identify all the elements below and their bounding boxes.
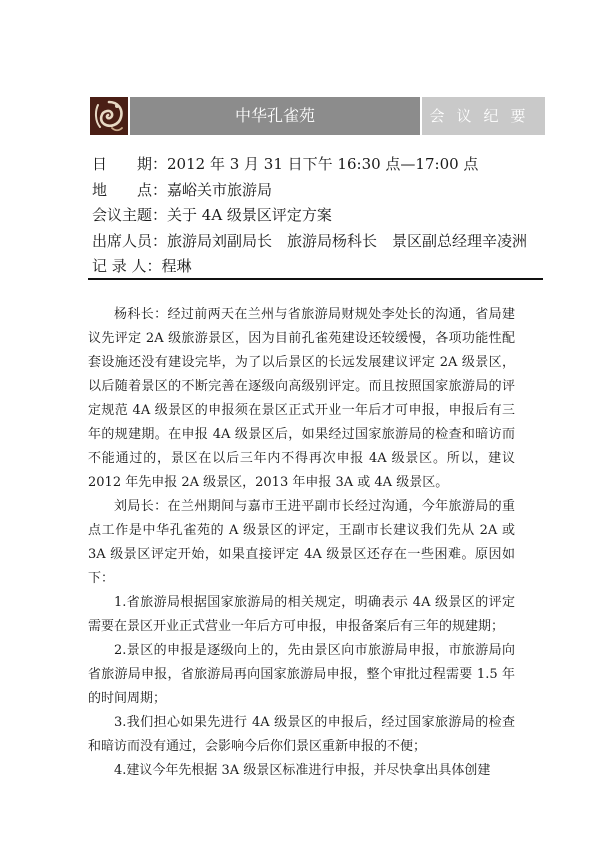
list-item-1: 1.省旅游局根据国家旅游局的相关规定，明确表示 4A 级景区的评定需要在景区开业正式营业一年后方可申报，申报备案后有三年的规建期； xyxy=(88,595,515,634)
info-row-topic xyxy=(92,203,552,229)
attendees-value: 旅游局刘副局长 旅游局杨科长 景区副总经理辛凌洲 xyxy=(167,231,528,250)
place-value: 嘉峪关市旅游局 xyxy=(167,180,273,199)
document-header xyxy=(90,97,545,135)
recorder-label: 记 录 人： xyxy=(92,257,162,275)
info-row-date xyxy=(92,152,552,178)
meeting-info xyxy=(92,152,552,280)
date-label: 日 期： xyxy=(92,155,168,173)
date-value: 2012 年 3 月 31 日下午 16:30 点—17:00 点 xyxy=(167,155,479,173)
peacock-logo-icon xyxy=(90,97,128,135)
list-item-4: 4.建议今年先根据 3A 级景区标准进行申报，并尽快拿出具体创建 xyxy=(114,763,491,778)
minutes-body xyxy=(88,303,515,783)
list-item-3: 3.我们担心如果先进行 4A 级景区的申报后，经过国家旅游局的检查和暗访而没有通过，会影响今后你们景区重新申报的不便； xyxy=(88,715,515,754)
doc-type-banner: 会议纪要 xyxy=(422,97,545,135)
info-row-place xyxy=(92,178,552,204)
info-row-recorder xyxy=(92,254,552,280)
paragraph-yang: 杨科长：经过前两天在兰州与省旅游局财规处李处长的沟通，省局建议先评定 2A 级旅游景区，因为目前孔雀苑建设还较缓慢，各项功能性配套设施还没有建设完毕，为了以后景区的长远发展建议评定 2A 级景区，以后随着景区的不断完善在逐级向高级别评定。而且按照国家旅游局的评定规范 4A 级景区的申报须在景区正式开业一年后才可申报，申报后有三年的规建期。在申报 4A 级景区后，如果经过国家旅游局的检查和暗访而不能通过的，景区在以后三年内不得再次申报 4A 级景区。所以，建议 2012 年先申报 2A 级景区，2013 年申报 3A 或 4A 级景区。 xyxy=(88,307,515,490)
recorder-value: 程琳 xyxy=(161,257,192,275)
place-label: 地 点： xyxy=(92,180,168,199)
info-row-attendees xyxy=(92,229,552,255)
topic-label: 会议主题： xyxy=(92,206,168,224)
org-name-banner: 中华孔雀苑 xyxy=(130,97,420,135)
header-divider xyxy=(88,278,543,280)
list-item-2: 2.景区的申报是逐级向上的，先由景区向市旅游局申报，市旅游局向省旅游局申报，省旅游局再向国家旅游局申报，整个审批过程需要 1.5 年的时间周期； xyxy=(88,643,515,706)
topic-value: 关于 4A 级景区评定方案 xyxy=(167,206,332,224)
attendees-label: 出席人员： xyxy=(92,231,168,250)
paragraph-liu: 刘局长：在兰州期间与嘉市王进平副市长经过沟通，今年旅游局的重点工作是中华孔雀苑的 A 级景区的评定，王副市长建议我们先从 2A 或 3A 级景区评定开始，如果直接评定 4A 级景区还存在一些困难。原因如下： xyxy=(88,499,515,586)
